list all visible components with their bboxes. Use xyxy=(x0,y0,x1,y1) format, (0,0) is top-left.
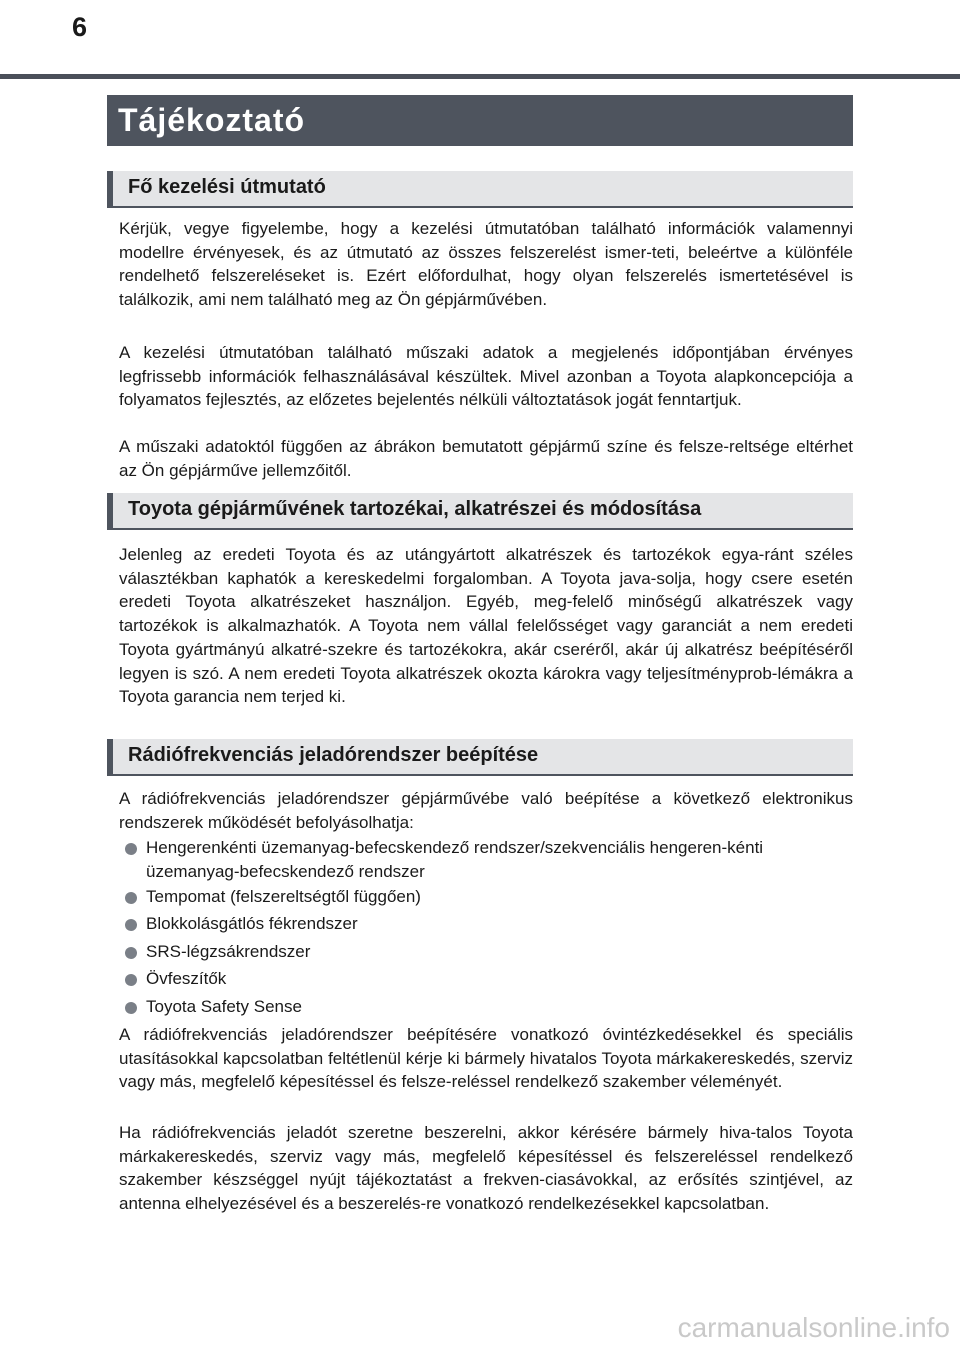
bullet-icon xyxy=(125,843,137,855)
bullet-icon xyxy=(125,974,137,986)
list-item: Toyota Safety Sense xyxy=(125,995,853,1019)
bullet-icon xyxy=(125,919,137,931)
section-heading-text: Rádiófrekvenciás jeladórendszer beépítése xyxy=(128,744,539,766)
section-heading-text: Toyota gépjárművének tartozékai, alkatrészei és módosítása xyxy=(128,498,702,520)
bullet-icon xyxy=(125,892,137,904)
page-title-bar xyxy=(107,95,853,146)
paragraph: A rádiófrekvenciás jeladórendszer gépjárművébe való beépítése a következő elektronikus rendszerek működését befolyásolhatja: xyxy=(119,789,853,832)
section-heading-accessories xyxy=(107,493,853,530)
watermark: carmanualsonline.info xyxy=(677,1312,950,1343)
paragraph: A rádiófrekvenciás jeladórendszer beépítésére vonatkozó óvintézkedésekkel és speciális utasításokkal kapcsolatban feltétlenül kérje ki bármely hivatalos Toyota márkakereskedés, szerviz vagy más, megfelelő képesítéssel és felsze-reléssel rendelkező szakember véleményét. xyxy=(119,1025,853,1092)
section-heading-radio-transmitter xyxy=(107,739,853,776)
list-item: SRS-légzsákrendszer xyxy=(125,940,853,964)
list-item: Blokkolásgátlós fékrendszer xyxy=(125,912,853,936)
section-heading-text: Fő kezelési útmutató xyxy=(128,176,326,198)
bullet-icon xyxy=(125,1002,137,1014)
paragraph: A műszaki adatoktól függően az ábrákon bemutatott gépjármű színe és felsze-reltsége eltérhet az Ön gépjárműve jellemzőitől. xyxy=(119,437,853,480)
bullet-icon xyxy=(125,947,137,959)
list-item: Tempomat (felszereltségtől függően) xyxy=(125,885,853,909)
page-title: Tájékoztató xyxy=(118,102,306,138)
paragraph: A kezelési útmutatóban található műszaki adatok a megjelenés időpontjában érvényes legfrissebb információk felhasználásával készültek. Mivel azonban a Toyota alapkoncepciója a folyamatos fejlesztés, az előzetes bejelentés nélküli változtatások jogát fenntartjuk. xyxy=(119,343,853,410)
list-item: Hengerenkénti üzemanyag-befecskendező rendszer/szekvenciális hengeren-kénti üzemanyag-befecskendező rendszer xyxy=(125,836,853,883)
paragraph: Ha rádiófrekvenciás jeladót szeretne beszerelni, akkor kérésére bármely hiva-talos Toyota márkakereskedés, szerviz vagy más, megfelelő képesítéssel és felszereléssel rendelkező szakember készséggel nyújt tájékoztatást a frekven-ciasávokkal, az erősítés szintjével, az antenna elhelyezésével és a beszerelés-re vonatkozó rendelkezésekkel kapcsolatban. xyxy=(119,1123,853,1214)
list-item: Övfeszítők xyxy=(125,967,853,991)
header-rule xyxy=(0,74,960,79)
section-heading-main-manual xyxy=(107,171,853,208)
paragraph: Kérjük, vegye figyelembe, hogy a kezelési útmutatóban található információk valamennyi modellre érvényesek, és az útmutató az összes felszerelést ismer-teti, beleértve a különféle rendelhető felszereléseket is. Ezért előfordulhat, hogy olyan felszerelés ismertetésével is találkozik, ami nem található meg az Ön gépjárművében. xyxy=(119,219,853,310)
paragraph: Jelenleg az eredeti Toyota és az utángyártott alkatrészek és tartozékok egya-ránt széles választékban kaphatók a kereskedelmi forgalomban. A Toyota java-solja, hogy csere esetén eredeti Toyota alkatrészeket használjon. Egyéb, meg-felelő minőségű alkatrészek vagy tartozékok is alkalmazhatók. A Toyota nem vállal felelősséget vagy garanciát a nem eredeti Toyota gyártmányú alkatré-szekre és tartozékokra, akár cseréről, akár új alkatrész beépítéséről legyen is szó. A nem eredeti Toyota alkatrészek okozta károkra vagy teljesítményprob-lémákra a Toyota garancia nem terjed ki. xyxy=(119,545,853,707)
page-number: 6 xyxy=(72,12,88,42)
